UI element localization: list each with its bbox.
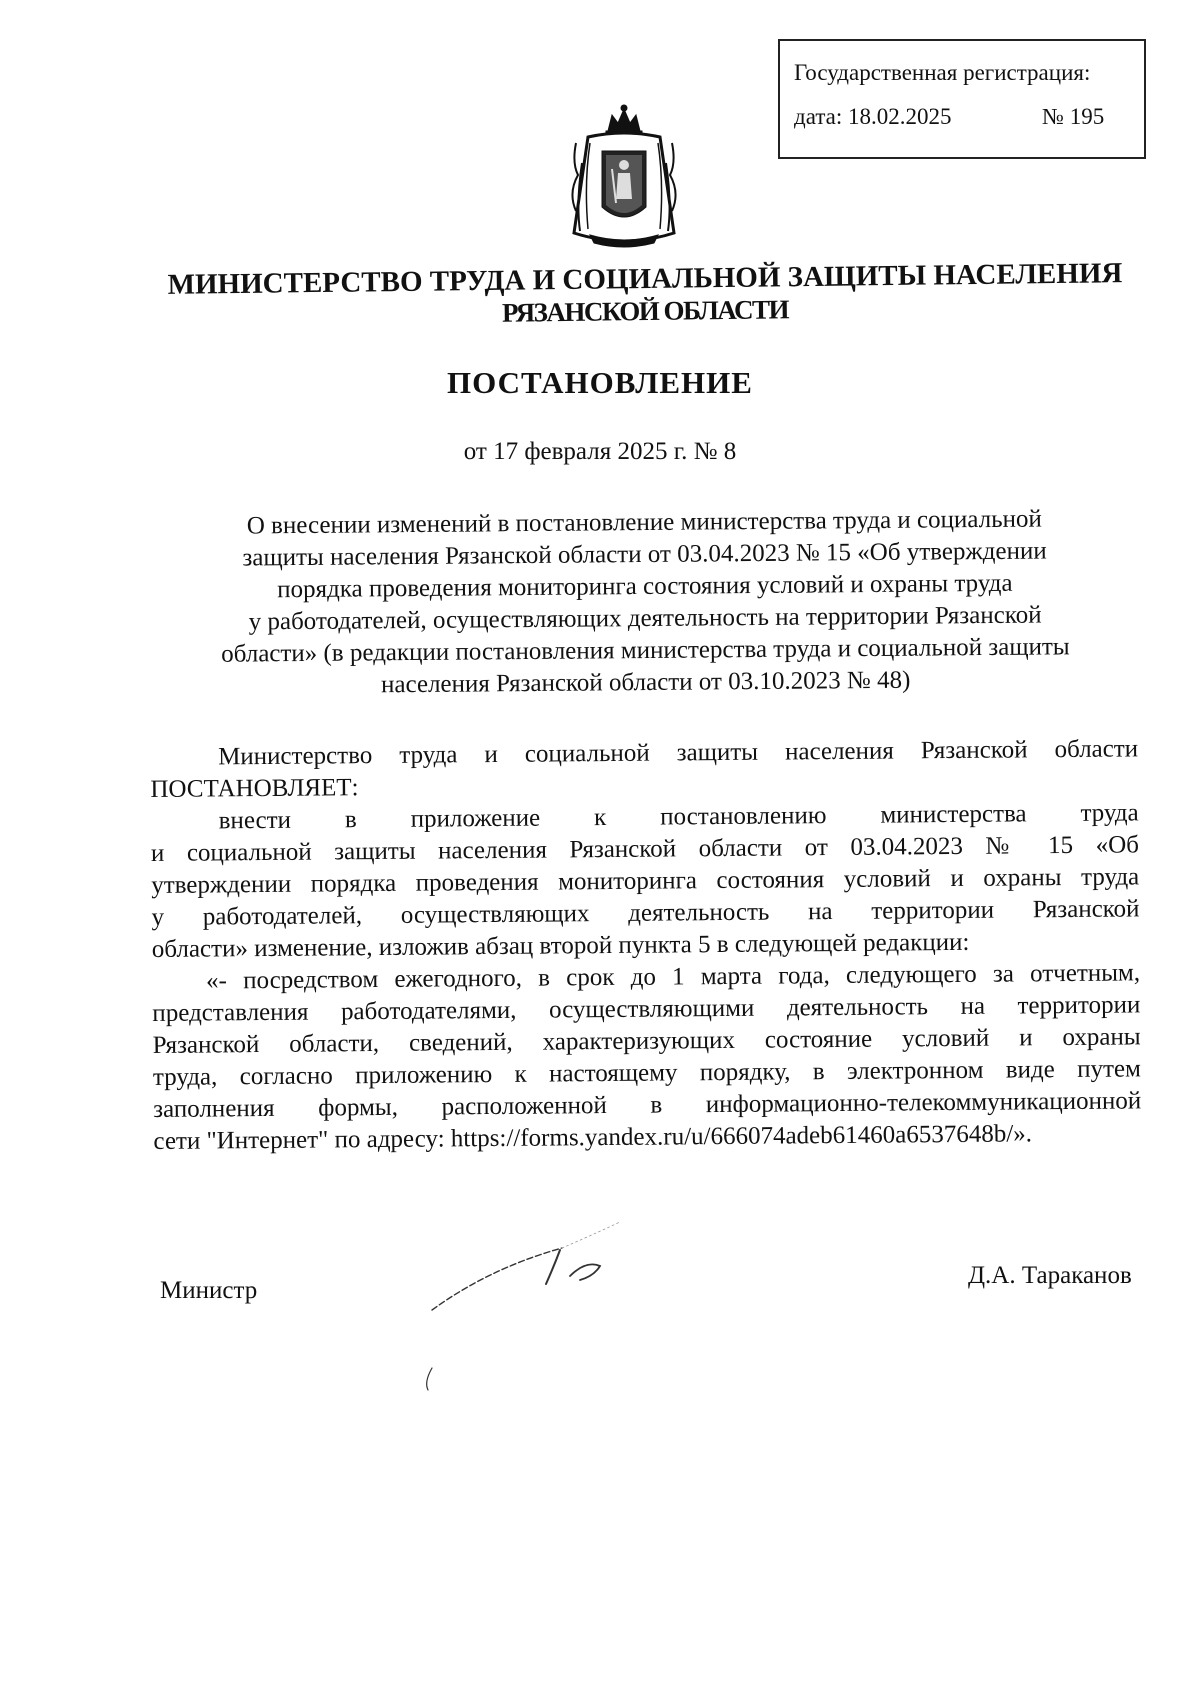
body-line: заполнения формы, расположенной в информационно-телекоммуникационной: [153, 1087, 1142, 1123]
body-line: труда, согласно приложению к настоящему порядку, в электронном виде путем: [152, 1055, 1142, 1091]
body-line: Рязанской области, сведений, характеризующих состояние условий и охраны: [152, 1023, 1141, 1059]
subject-line: О внесении изменений в постановление министерства труда и социальной: [246, 505, 1042, 540]
document-body: [150, 733, 1142, 1158]
ministry-name-line1: МИНИСТЕРСТВО ТРУДА И СОЦИАЛЬНОЙ ЗАЩИТЫ НАСЕЛЕНИЯ: [167, 257, 1123, 301]
registration-title: Государственная регистрация:: [794, 60, 1091, 85]
document-type: ПОСТАНОВЛЕНИЕ: [447, 365, 753, 400]
document-date-number: от 17 февраля 2025 г. № 8: [463, 438, 737, 465]
registration-number: № 195: [1042, 104, 1105, 129]
body-line: ПОСТАНОВЛЯЕТ:: [150, 774, 359, 803]
subject-line: защиты населения Рязанской области от 03.04.2023 № 15 «Об утверждении: [242, 537, 1047, 572]
coat-of-arms-icon: [568, 103, 680, 250]
body-line: Министерство труда и социальной защиты населения Рязанской области: [218, 735, 1139, 771]
body-line: сети "Интернет" по адресу: https://forms.yandex.ru/u/666074adeb61460a6537648b/».: [153, 1120, 1033, 1155]
signer-name: Д.А. Тараканов: [968, 1262, 1132, 1289]
handwritten-signature: [420, 1190, 670, 1410]
registration-stamp: [778, 39, 1146, 159]
subject-line: порядка проведения мониторинга состояния условий и охраны труда: [277, 569, 1013, 604]
body-line: утверждении порядка проведения мониторинга состояния условий и охраны труда: [151, 863, 1140, 899]
subject-line: населения Рязанской области от 03.10.2023 № 48): [380, 666, 911, 699]
body-line: «- посредством ежегодного, в срок до 1 марта года, следующего за отчетным,: [205, 959, 1141, 995]
ministry-name-line2: РЯЗАНСКОЙ ОБЛАСТИ: [501, 294, 789, 328]
body-line: внести в приложение к постановлению министерства труда: [218, 799, 1139, 835]
subject-line: области» (в редакции постановления министерства труда и социальной защиты: [221, 633, 1070, 668]
document-subject: [149, 503, 1141, 704]
body-line: у работодателей, осуществляющих деятельность на территории Рязанской: [151, 895, 1140, 931]
body-line: представления работодателями, осуществляющими деятельность на территории: [152, 991, 1141, 1027]
registration-row: [794, 103, 1144, 131]
subject-line: у работодателей, осуществляющих деятельность на территории Рязанской: [248, 601, 1042, 636]
registration-date: дата: 18.02.2025: [794, 104, 952, 129]
body-line: области» изменение, изложив абзац второй пункта 5 в следующей редакции:: [151, 928, 970, 963]
body-line: и социальной защиты населения Рязанской области от 03.04.2023 № 15 «Об: [150, 831, 1140, 867]
signer-title: Министр: [160, 1277, 258, 1304]
